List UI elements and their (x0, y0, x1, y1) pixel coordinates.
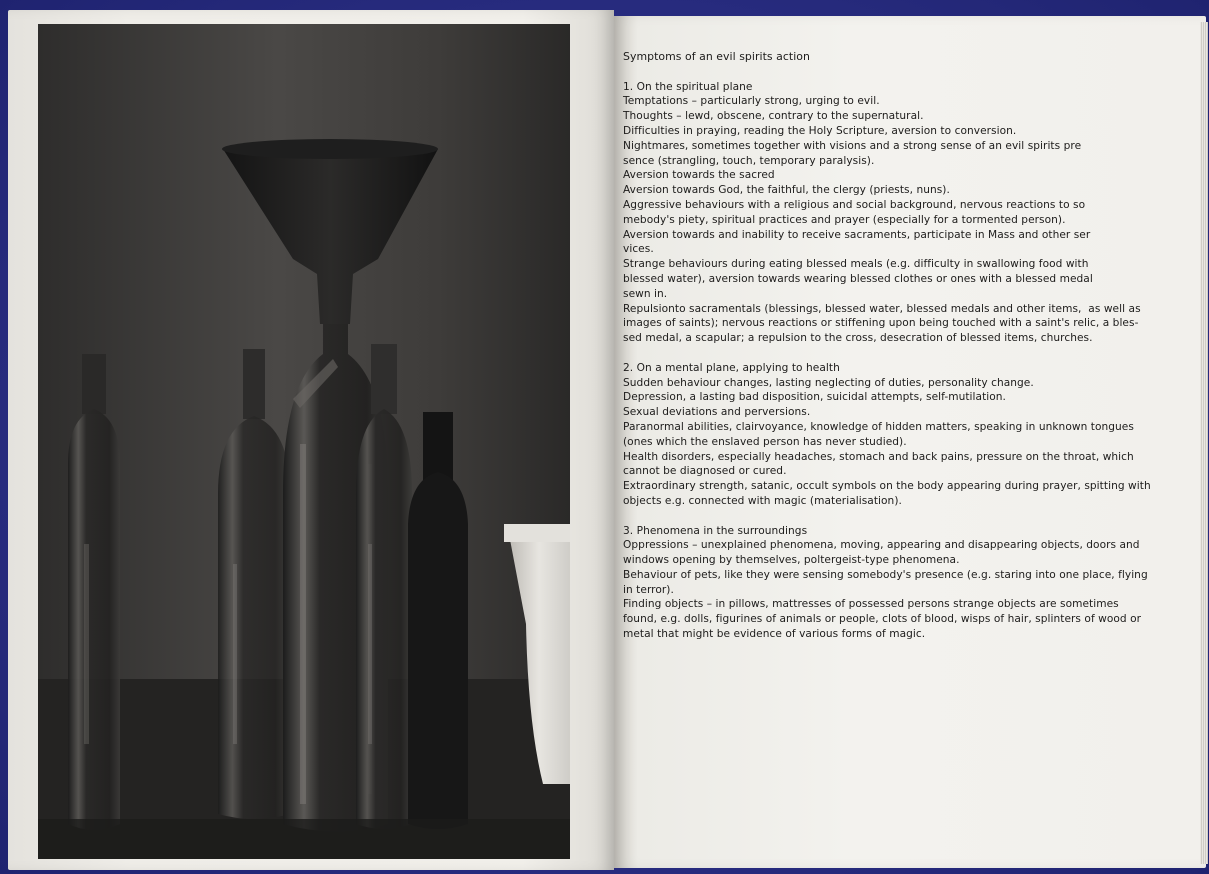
text-line: Oppressions – unexplained phenomena, moving, appearing and disappearing objects, doors and (623, 539, 1140, 552)
text-line: Health disorders, especially headaches, stomach and back pains, pressure on the throat, which (623, 450, 1134, 463)
text-line: Difficulties in praying, reading the Holy Scripture, aversion to conversion. (623, 124, 1017, 137)
text-content (623, 50, 1183, 657)
text-line: Extraordinary strength, satanic, occult symbols on the body appearing during prayer, spitting with (623, 480, 1151, 493)
text-line: blessed water), aversion towards wearing blessed clothes or ones with a blessed medal (623, 272, 1093, 285)
text-line: sewn in. (623, 287, 668, 300)
bottles-photograph (38, 24, 570, 859)
text-line: vices. (623, 243, 654, 256)
section-heading: 1. On the spiritual plane (623, 80, 753, 93)
text-line: Sudden behaviour changes, lasting neglecting of duties, personality change. (623, 376, 1034, 389)
text-line: Aversion towards and inability to receive sacraments, participate in Mass and other ser (623, 228, 1091, 241)
text-line: cannot be diagnosed or cured. (623, 465, 787, 478)
section-heading: 2. On a mental plane, applying to health (623, 361, 840, 374)
page-edges (1200, 22, 1208, 864)
text-line: Nightmares, sometimes together with visions and a strong sense of an evil spirits pre (623, 139, 1082, 152)
text-line: Thoughts – lewd, obscene, contrary to the supernatural. (623, 110, 924, 123)
section-surroundings (623, 524, 1183, 642)
text-line: in terror). (623, 583, 674, 596)
section-spiritual-plane (623, 80, 1183, 346)
left-page (8, 10, 614, 870)
text-line: Temptations – particularly strong, urging to evil. (623, 95, 880, 108)
text-line: Repulsionto sacramentals (blessings, blessed water, blessed medals and other items, as well as (623, 302, 1141, 315)
bottles-photo-illustration (38, 24, 570, 859)
text-line: Depression, a lasting bad disposition, suicidal attempts, self-mutilation. (623, 391, 1006, 404)
text-line: images of saints); nervous reactions or stiffening upon being touched with a saint's relic, a bles- (623, 317, 1139, 330)
text-line: metal that might be evidence of various forms of magic. (623, 628, 926, 641)
text-line: Strange behaviours during eating blessed meals (e.g. difficulty in swallowing food with (623, 258, 1089, 271)
text-line: Finding objects – in pillows, mattresses of possessed persons strange objects are sometimes (623, 598, 1119, 611)
text-line: windows opening by themselves, poltergeist-type phenomena. (623, 554, 960, 567)
text-line: sed medal, a scapular; a repulsion to the cross, desecration of blessed items, churches. (623, 332, 1093, 345)
text-line: Paranormal abilities, clairvoyance, knowledge of hidden matters, speaking in unknown tongues (623, 420, 1134, 433)
text-line: Sexual deviations and perversions. (623, 406, 811, 419)
text-line: objects e.g. connected with magic (materialisation). (623, 494, 902, 507)
text-line: mebody's piety, spiritual practices and prayer (especially for a tormented person). (623, 213, 1066, 226)
document-title: Symptoms of an evil spirits action (623, 50, 810, 63)
text-line: Aversion towards the sacred (623, 169, 775, 182)
section-heading: 3. Phenomena in the surroundings (623, 524, 808, 537)
text-line: sence (strangling, touch, temporary paralysis). (623, 154, 875, 167)
section-mental-plane (623, 361, 1183, 509)
text-line: (ones which the enslaved person has never studied). (623, 435, 907, 448)
text-line: found, e.g. dolls, figurines of animals or people, clots of blood, wisps of hair, splinters of wood or (623, 613, 1142, 626)
bottle-left (68, 354, 120, 830)
text-line: Behaviour of pets, like they were sensing somebody's presence (e.g. staring into one place, flying (623, 568, 1148, 581)
text-line: Aggressive behaviours with a religious and social background, nervous reactions to so (623, 198, 1086, 211)
text-line: Aversion towards God, the faithful, the clergy (priests, nuns). (623, 184, 950, 197)
